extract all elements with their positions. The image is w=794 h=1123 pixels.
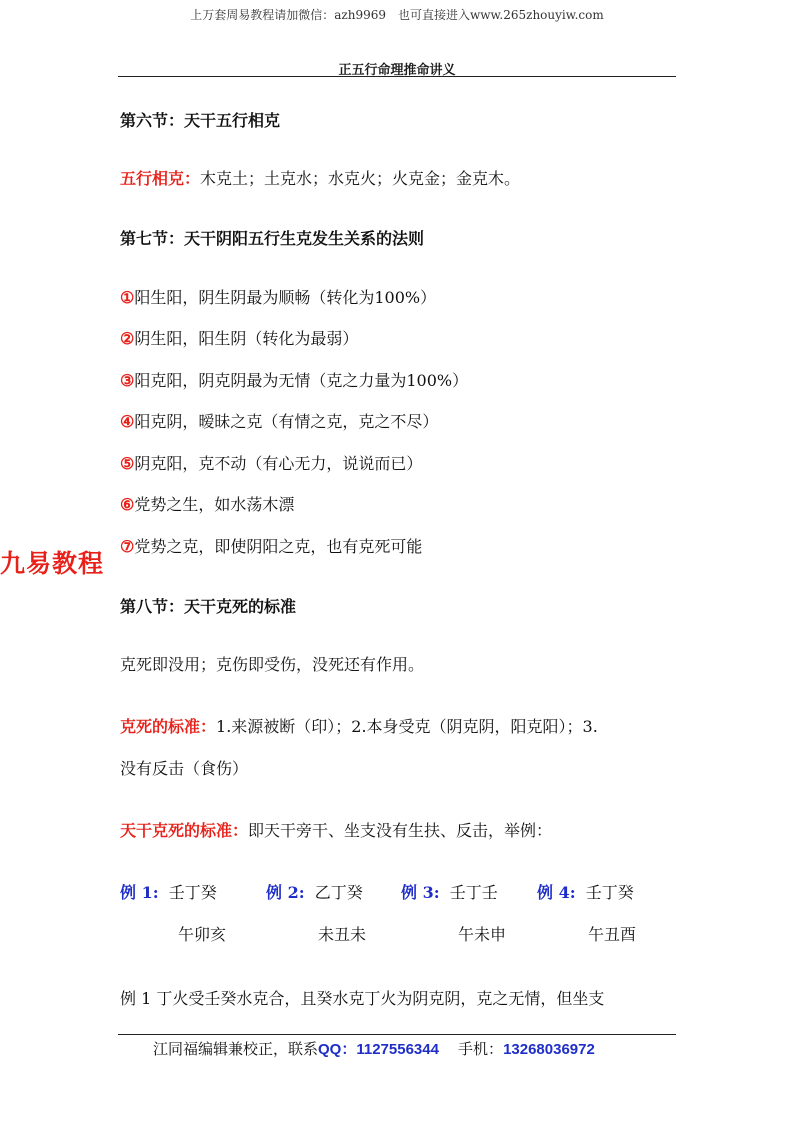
kill-standard-continuation: 没有反击（食伤） [120,759,249,778]
rule-item [120,285,436,308]
section-6-heading: 第六节：天干五行相克 [120,111,281,130]
section-8-intro: 克死即没用；克伤即受伤，没死还有作用。 [120,655,425,674]
rule-text: 阳克阴，暧昧之克（有情之克，克之不尽） [134,412,439,431]
rule-number: ② [120,329,135,348]
rule-text: 阴克阳，克不动（有心无力，说说而已） [134,454,423,473]
header-rule [118,76,676,77]
example-2-label: 例 2: [266,883,305,902]
rule-text: 阴生阳，阳生阴（转化为最弱） [134,329,359,348]
kill-standard-text: 1.来源被断（印）；2.本身受克（阴克阴，阳克阳）；3. [216,717,598,736]
rule-item [120,534,422,557]
footer-qq-number: 1127556344 [356,1041,439,1058]
example-stems-text: 壬丁癸 [168,883,217,902]
top-promo-note: 上万套周易教程请加微信：azh9969 也可直接进入www.265zhouyiw.com [190,8,604,22]
rule-number: ⑦ [120,537,135,556]
footer-rule [118,1034,676,1035]
example-3-stems [401,880,498,903]
rule-number: ⑥ [120,495,135,514]
tiangan-standard-line [120,818,552,841]
example-2-stems [266,880,363,903]
footer-phone-label: 手机： [458,1040,504,1058]
rule-item [120,326,358,349]
footer-qq-label: QQ： [318,1041,357,1058]
rule-item [120,451,422,474]
example-stems-text: 壬丁壬 [449,883,498,902]
rule-text: 党势之生，如水荡木漂 [134,495,295,514]
document-title: 正五行命理推命讲义 [338,63,456,78]
wuxing-restraint-label: 五行相克： [120,169,201,188]
watermark-logo-text: 九易教程 [0,549,105,578]
rule-item [120,409,438,432]
section-8-heading: 第八节：天干克死的标准 [120,597,297,616]
example-3-label: 例 3: [401,883,440,902]
example-1-stems [120,880,217,903]
example-stems-text: 壬丁癸 [585,883,634,902]
section-7-heading: 第七节：天干阴阳五行生克发生关系的法则 [120,229,425,248]
example-1-branches: 午卯亥 [178,925,227,944]
rule-text: 党势之克，即使阴阳之克，也有克死可能 [134,537,423,556]
rule-item [120,492,294,515]
example-4-branches: 午丑酉 [588,925,637,944]
footer-phone-number: 13268036972 [503,1041,595,1058]
kill-standard-line [120,714,676,737]
example-explanation: 例 1 丁火受壬癸水克合，且癸水克丁火为阴克阴，克之无情，但坐支 [120,989,605,1008]
rule-number: ③ [120,371,135,390]
wuxing-restraint-text: 木克土；土克水；水克火；火克金；金克木。 [200,169,521,188]
tiangan-standard-label: 天干克死的标准： [120,821,249,840]
example-3-branches: 午未申 [458,925,507,944]
rule-number: ① [120,288,135,307]
rule-text: 阳生阳，阴生阴最为顺畅（转化为100%） [134,288,437,307]
rule-number: ⑤ [120,454,135,473]
example-2-branches: 未丑未 [318,925,367,944]
tiangan-standard-text: 即天干旁干、坐支没有生扶、反击，举例： [248,821,553,840]
rule-text: 阳克阳，阴克阴最为无情（克之力量为100%） [134,371,469,390]
footer-contact [153,1038,595,1059]
example-4-stems [537,880,634,903]
wuxing-restraint-line [120,166,520,189]
rule-item [120,368,468,391]
rule-number: ④ [120,412,135,431]
example-1-label: 例 1: [120,883,159,902]
kill-standard-label: 克死的标准： [120,717,217,736]
example-stems-text: 乙丁癸 [314,883,363,902]
example-4-label: 例 4: [537,883,576,902]
footer-editor: 江同福编辑兼校正，联系 [153,1040,319,1058]
